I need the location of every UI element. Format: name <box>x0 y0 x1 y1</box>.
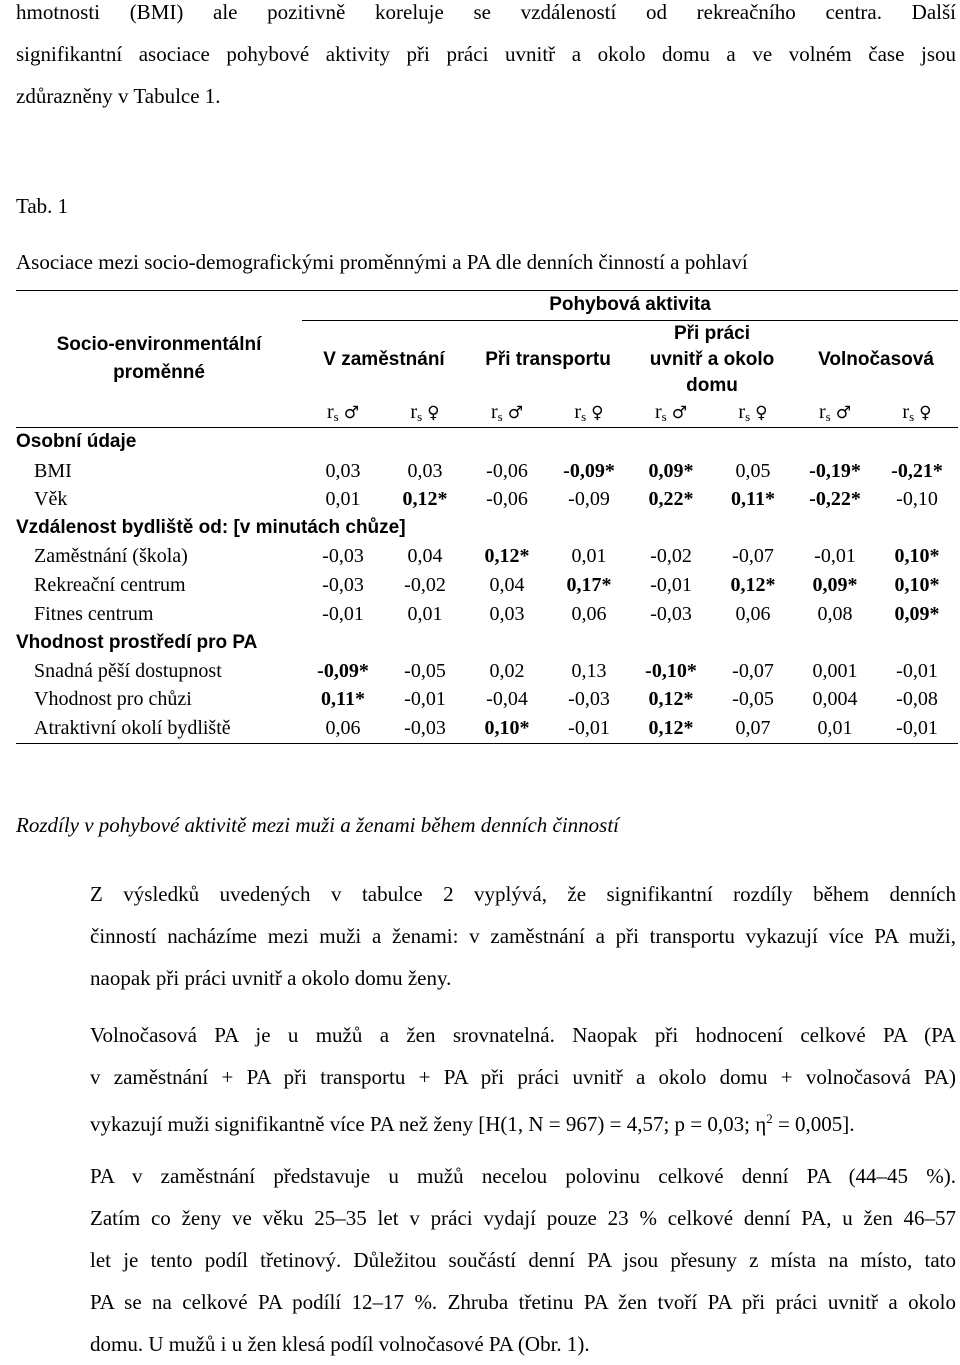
table-cell: 0,11* <box>731 488 775 511</box>
table-cell: -0,03 <box>404 716 446 739</box>
intro-line: signifikantní asociace pohybové aktivity při práci uvnitř a okolo domu a ve volném čase jsou <box>16 42 956 66</box>
table-cell: -0,01 <box>896 659 938 682</box>
table-cell: -0,09* <box>563 459 615 482</box>
stat-header-male: $r_s$ ♂ <box>819 400 851 424</box>
female-symbol-icon: ♀ <box>427 402 440 423</box>
p2-line: vykazují muži signifikantně více PA než ženy [H(1, N = 967) = 4,57; p = 0,03; $\eta^2 = 0,005$]. <box>90 1111 855 1136</box>
table-cell: -0,10 <box>896 488 938 511</box>
table-row <box>16 543 958 572</box>
female-symbol-icon: ♀ <box>755 402 768 423</box>
table-cell: 0,09* <box>648 459 694 482</box>
table-cell: 0,12* <box>402 488 448 511</box>
table-cell: 0,10* <box>894 573 940 596</box>
table-cell: -0,03 <box>568 688 610 711</box>
section-title: Vzdálenost bydliště od: [v minutách chůze] <box>16 517 406 539</box>
paragraph-3 <box>16 1155 956 1365</box>
table-cell: 0,05 <box>735 459 771 482</box>
table-cell: 0,02 <box>489 659 525 682</box>
table-cell: -0,06 <box>486 459 528 482</box>
p3-line: Zatím co ženy ve věku 25–35 let v práci vydají pouze 23 % celkové denní PA, u žen 46–57 <box>90 1206 956 1230</box>
table-cell: 0,03 <box>407 459 443 482</box>
table-row <box>16 571 958 600</box>
variable-header: Socio-environmentální proměnné <box>56 334 262 384</box>
table-row <box>16 457 958 486</box>
table-cell: -0,03 <box>650 602 692 625</box>
p3-line: domu. U mužů i u žen klesá podíl volnočasové PA (Obr. 1). <box>90 1332 590 1356</box>
table-cell: 0,22* <box>648 488 694 511</box>
p1-line: naopak při práci uvnitř a okolo domu ženy. <box>90 966 452 990</box>
p2-line: Volnočasová PA je u mužů a žen srovnatelná. Naopak při hodnocení celkové PA (PA <box>90 1023 956 1047</box>
table-row <box>16 714 958 743</box>
table-cell: -0,08 <box>896 688 938 711</box>
table-cell: 0,09* <box>894 602 940 625</box>
table-cell: -0,03 <box>322 573 364 596</box>
row-label: Zaměstnání (škola) <box>34 545 188 568</box>
table-cell: 0,004 <box>812 688 858 711</box>
table-cell: 0,12* <box>484 545 530 568</box>
table-cell: -0,03 <box>322 545 364 568</box>
table-cell: -0,01 <box>322 602 364 625</box>
table-cell: 0,17* <box>566 573 612 596</box>
table-cell: -0,10* <box>645 659 697 682</box>
p3-line: PA se na celkové PA podílí 12–17 %. Zhruba třetinu PA žen tvoří PA při práci uvnitř a okolo <box>90 1290 956 1314</box>
table-cell: 0,06 <box>325 716 361 739</box>
p3-line: let je tento podíl třetinový. Důležitou součástí denní PA jsou přesuny z místa na místo, tato <box>90 1248 956 1272</box>
male-symbol-icon: ♂ <box>507 402 523 423</box>
male-symbol-icon: ♂ <box>343 402 359 423</box>
section-title: Osobní údaje <box>16 431 137 453</box>
table-cell: -0,01 <box>650 573 692 596</box>
female-symbol-icon: ♀ <box>591 402 604 423</box>
stat-header-male: $r_s$ ♂ <box>655 400 687 424</box>
row-label: Věk <box>34 488 68 511</box>
table-cell: 0,03 <box>325 459 361 482</box>
table-cell: 0,01 <box>407 602 443 625</box>
p3-line: PA v zaměstnání představuje u mužů necelou polovinu celkové denní PA (44–45 %). <box>90 1164 956 1188</box>
p2-line: v zaměstnání + PA při transportu + PA při práci uvnitř a okolo domu + volnočasová PA) <box>90 1065 956 1089</box>
table-cell: -0,01 <box>896 716 938 739</box>
table-cell: -0,01 <box>814 545 856 568</box>
table-cell: -0,04 <box>486 688 528 711</box>
table-cell: 0,13 <box>571 659 607 682</box>
table-cell: 0,06 <box>735 602 771 625</box>
p1-line: činností nacházíme mezi muži a ženami: v zaměstnání a při transportu vykazují více PA muži, <box>90 924 956 948</box>
section-heading: Rozdíly v pohybové aktivitě mezi muži a ženami během denních činností <box>16 813 620 837</box>
table-caption: Asociace mezi socio-demografickými proměnnými a PA dle denních činností a pohlaví <box>16 250 748 274</box>
stat-header-male: $r_s$ ♂ <box>491 400 523 424</box>
table-cell: -0,09* <box>317 659 369 682</box>
table-cell: -0,01 <box>404 688 446 711</box>
stat-header-male: $r_s$ ♂ <box>327 400 359 424</box>
row-label: Fitnes centrum <box>34 602 154 625</box>
correlation-table <box>16 290 958 744</box>
table-cell: -0,01 <box>568 716 610 739</box>
table-cell: 0,09* <box>812 573 858 596</box>
table-cell: 0,01 <box>817 716 853 739</box>
paragraph-2 <box>16 1014 956 1145</box>
table-label: Tab. 1 <box>16 194 69 218</box>
table-row <box>16 600 958 629</box>
category-header: Při transportu <box>466 320 630 399</box>
table-cell: -0,06 <box>486 488 528 511</box>
stat-header-female: $r_s$ ♀ <box>738 400 768 424</box>
section-title: Vhodnost prostředí pro PA <box>16 631 258 653</box>
table-cell: -0,07 <box>732 545 774 568</box>
table-cell: 0,06 <box>571 602 607 625</box>
table-cell: 0,08 <box>817 602 853 625</box>
table-cell: 0,03 <box>489 602 525 625</box>
table-cell: 0,04 <box>407 545 443 568</box>
female-symbol-icon: ♀ <box>919 402 932 423</box>
table-cell: 0,10* <box>484 716 530 739</box>
category-header: Volnočasová <box>794 320 958 399</box>
table-cell: -0,05 <box>404 659 446 682</box>
row-label: Snadná pěší dostupnost <box>34 659 222 682</box>
stat-header-female: $r_s$ ♀ <box>410 400 440 424</box>
category-header: Při práci uvnitř a okolo domu <box>630 320 794 399</box>
table-row <box>16 686 958 715</box>
table-cell: -0,02 <box>404 573 446 596</box>
paragraph-1 <box>16 873 956 999</box>
table-cell: -0,09 <box>568 488 610 511</box>
row-label: Atraktivní okolí bydliště <box>34 716 231 739</box>
table-cell: -0,21* <box>891 459 943 482</box>
table-cell: -0,19* <box>809 459 861 482</box>
table-cell: -0,02 <box>650 545 692 568</box>
table-cell: -0,05 <box>732 688 774 711</box>
table-cell: 0,12* <box>648 688 694 711</box>
stat-header-female: $r_s$ ♀ <box>902 400 932 424</box>
group-header: Pohybová aktivita <box>549 294 711 316</box>
table-cell: 0,11* <box>321 688 365 711</box>
p1-line: Z výsledků uvedených v tabulce 2 vyplývá, že signifikantní rozdíly během denních <box>90 882 956 906</box>
row-label: Rekreační centrum <box>34 573 186 596</box>
table-cell: -0,22* <box>809 488 861 511</box>
row-label: Vhodnost pro chůzi <box>34 688 192 711</box>
table-row <box>16 485 958 514</box>
intro-line: hmotnosti (BMI) ale pozitivně koreluje se vzdáleností od rekreačního centra. Další <box>16 0 956 24</box>
male-symbol-icon: ♂ <box>671 402 687 423</box>
intro-paragraph <box>16 0 956 117</box>
table-cell: 0,01 <box>571 545 607 568</box>
table-cell: 0,10* <box>894 545 940 568</box>
table-row <box>16 657 958 686</box>
stat-header-female: $r_s$ ♀ <box>574 400 604 424</box>
table-cell: 0,01 <box>325 488 361 511</box>
category-header: V zaměstnání <box>302 320 466 399</box>
table-cell: -0,07 <box>732 659 774 682</box>
table-cell: 0,12* <box>730 573 776 596</box>
table-cell: 0,04 <box>489 573 525 596</box>
table-cell: 0,07 <box>735 716 771 739</box>
male-symbol-icon: ♂ <box>835 402 851 423</box>
table-cell: 0,001 <box>812 659 858 682</box>
intro-line: zdůrazněny v Tabulce 1. <box>16 84 221 108</box>
table-cell: 0,12* <box>648 716 694 739</box>
row-label: BMI <box>34 459 72 482</box>
